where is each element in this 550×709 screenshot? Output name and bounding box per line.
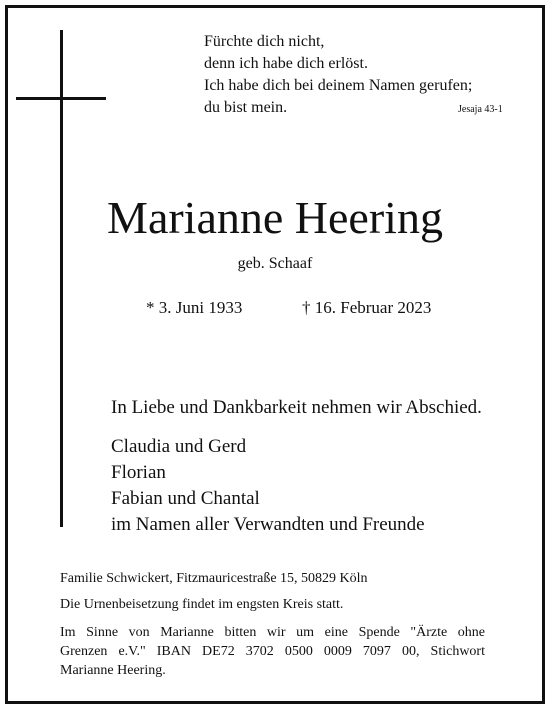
- birth-date: * 3. Juni 1933: [146, 298, 243, 317]
- verse-reference: Jesaja 43-1: [458, 104, 503, 115]
- cross-icon-crossbar: [16, 97, 106, 100]
- mourner-line: Claudia und Gerd: [111, 436, 247, 457]
- verse-line: denn ich habe dich erlöst.: [204, 55, 368, 72]
- donation-line: Im Sinne von Marianne bitten wir um eine Spende "Ärzte ohne: [60, 625, 485, 640]
- deceased-name: Marianne Heering: [107, 192, 443, 243]
- cross-icon: [60, 30, 63, 527]
- urn-burial-note: Die Urnenbeisetzung findet im engsten Kreis statt.: [60, 597, 344, 612]
- mourner-line: Florian: [111, 462, 166, 483]
- verse-line: du bist mein.: [204, 99, 288, 116]
- mourners-list: [111, 434, 425, 538]
- donation-line: Grenzen e.V." IBAN DE72 3702 0500 0009 7097 00, Stichwort: [60, 644, 485, 659]
- maiden-name: geb. Schaaf: [237, 255, 313, 272]
- mourner-line: im Namen aller Verwandten und Freunde: [111, 514, 425, 535]
- verse-line: Ich habe dich bei deinem Namen gerufen;: [204, 77, 473, 94]
- family-address: Familie Schwickert, Fitzmauricestraße 15, 50829 Köln: [60, 571, 368, 586]
- verse-line: Fürchte dich nicht,: [204, 33, 325, 50]
- donation-line: Marianne Heering.: [60, 663, 166, 678]
- donation-request: [60, 623, 485, 680]
- bible-verse: [204, 31, 472, 119]
- farewell-statement: In Liebe und Dankbarkeit nehmen wir Abschied.: [111, 397, 482, 418]
- death-date: † 16. Februar 2023: [302, 298, 432, 317]
- mourner-line: Fabian und Chantal: [111, 488, 260, 509]
